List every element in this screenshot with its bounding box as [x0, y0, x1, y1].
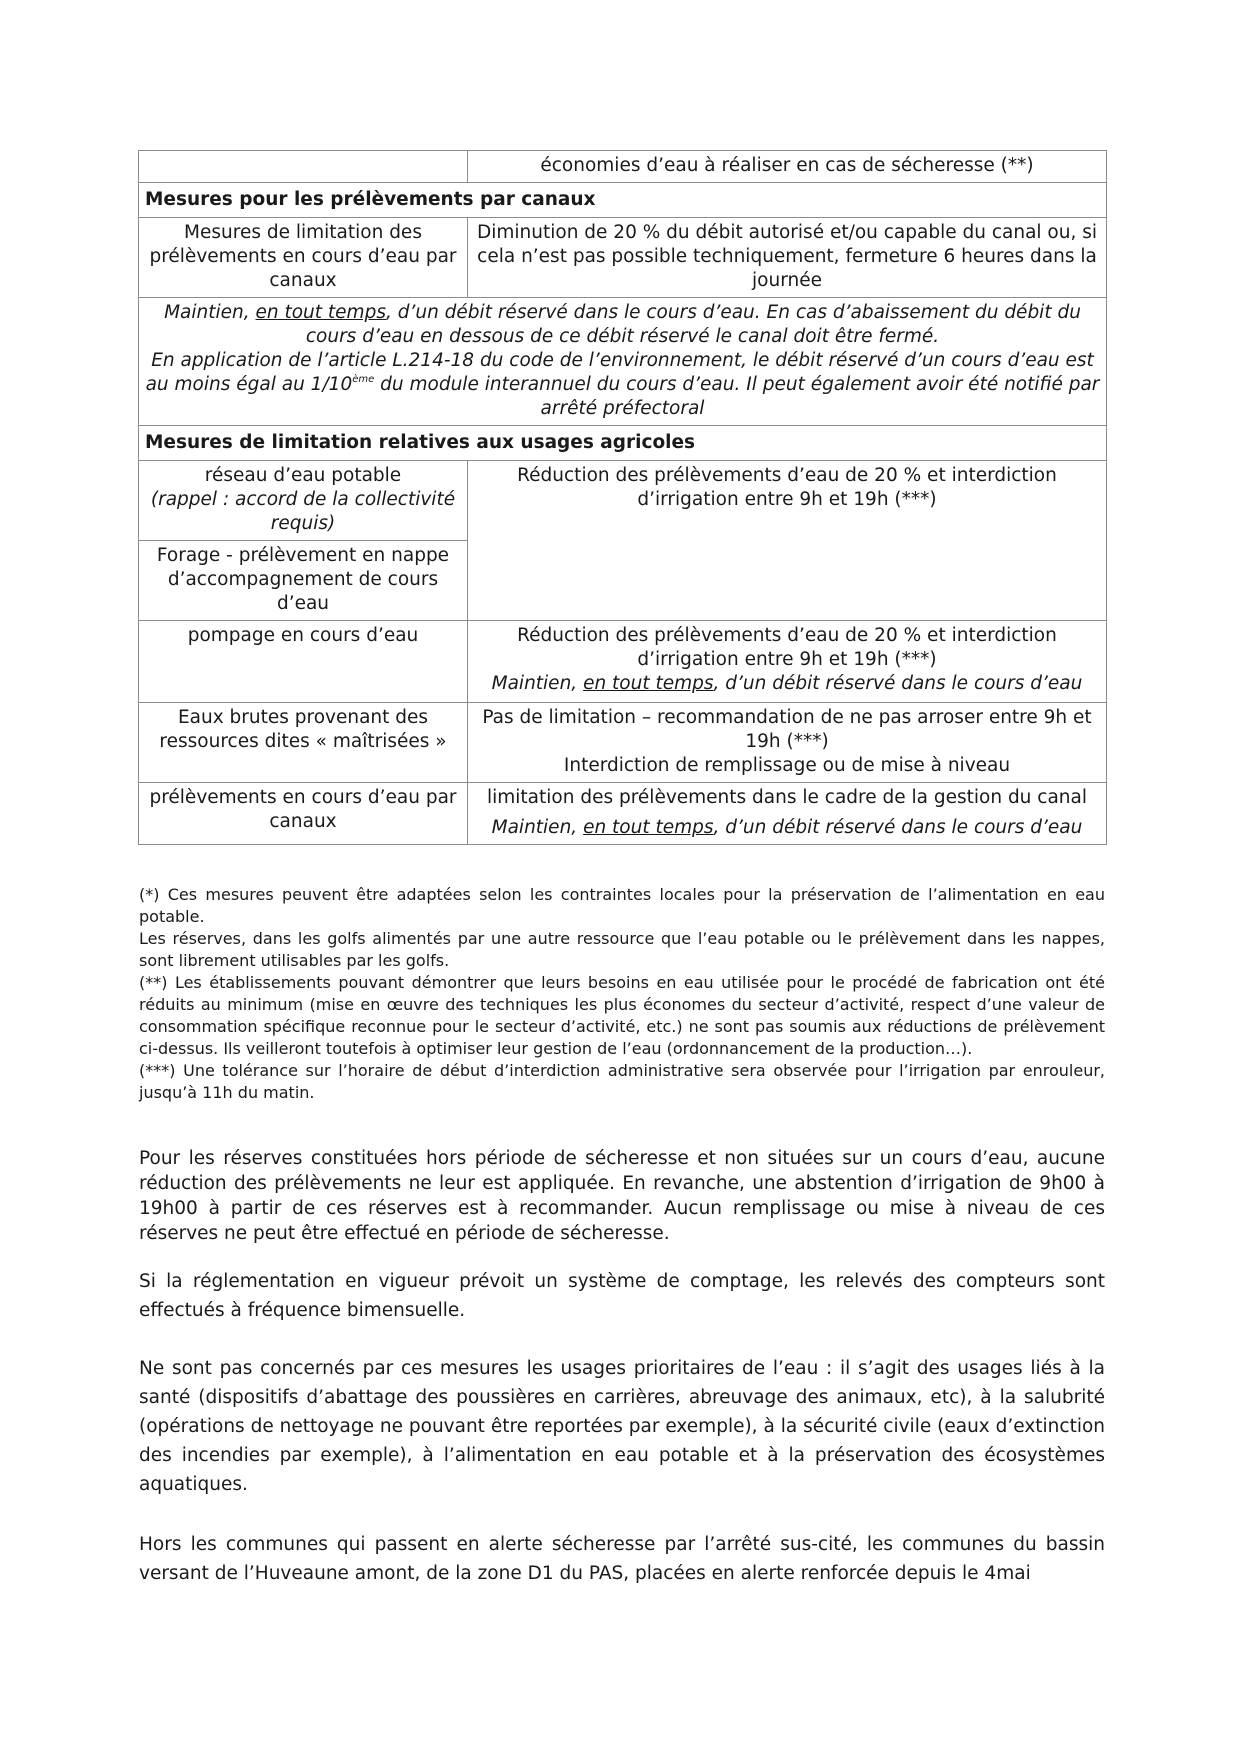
underlined-text: en tout temps	[255, 302, 386, 323]
maintien-text	[492, 673, 1083, 694]
pompage-text: Réduction des prélèvements d’eau de 20 % et interdiction d’irrigation entre 9h et 19h (***)	[517, 625, 1057, 670]
maintien-text	[492, 817, 1083, 838]
debit-reserve-note	[139, 298, 1107, 426]
table-row	[139, 218, 1107, 298]
table-row	[139, 426, 1107, 461]
table-cell: économies d’eau à réaliser en cas de sécheresse (**)	[468, 151, 1107, 183]
note-text: , d’un débit réservé dans le cours d’eau. En cas d’abaissement du débit du cours d’eau en dessous de ce débit réservé le canal doit être fermé.	[305, 302, 1081, 347]
table-cell: Eaux brutes provenant des ressources dites « maîtrisées »	[139, 703, 468, 783]
table-cell	[468, 621, 1107, 703]
table-row	[139, 703, 1107, 783]
table-cell: prélèvements en cours d’eau par canaux	[139, 783, 468, 845]
table-cell: Mesures de limitation des prélèvements en cours d’eau par canaux	[139, 218, 468, 298]
maintien-suffix: , d’un débit réservé dans le cours d’eau	[713, 817, 1083, 838]
paragraph: Ne sont pas concernés par ces mesures les usages prioritaires de l’eau : il s’agit des usages liés à la santé (dispositifs d’abattage des poussières en carrières, abreuvage des animaux, etc), à la salubrité (opérations de nettoyage ne pouvant être reportées par exemple), à la sécurité civile (eaux d’extinction des incendies par exemple), à l’alimentation en eau potable et à la préservation des écosystèmes aquatiques.	[139, 1358, 1105, 1495]
table-row	[139, 783, 1107, 845]
footnote: Les réserves, dans les golfs alimentés par une autre ressource que l’eau potable ou le prélèvement dans les nappes, sont librement utilisables par les golfs.	[139, 929, 1105, 970]
superscript: ème	[352, 374, 375, 385]
table-cell	[139, 151, 468, 183]
eaux-brutes-text: Interdiction de remplissage ou de mise à niveau	[563, 755, 1011, 776]
underlined-text: en tout temps	[583, 673, 714, 694]
table-row	[139, 183, 1107, 218]
table-cell: Réduction des prélèvements d’eau de 20 % et interdiction d’irrigation entre 9h et 19h (***)	[468, 461, 1107, 621]
footnote: (*) Ces mesures peuvent être adaptées selon les contraintes locales pour la préservation de l’alimentation en eau potable.	[139, 885, 1105, 926]
footnote: (**) Les établissements pouvant démontrer que leurs besoins en eau utilisée pour le procédé de fabrication ont été réduits au minimum (mise en œuvre des techniques les plus économes du secteur d’activité, respect d’une valeur de consommation spécifique reconnue pour le secteur d’activité, etc.) ne sont pas soumis aux réductions de prélèvement ci-dessus. Ils veilleront toutefois à optimiser leur gestion de l’eau (ordonnancement de la production…).	[139, 973, 1105, 1058]
maintien-prefix: Maintien,	[491, 673, 584, 694]
table-cell	[139, 461, 468, 541]
section-header-canaux: Mesures pour les prélèvements par canaux	[139, 183, 1107, 218]
table-cell: Forage - prélèvement en nappe d’accompagnement de cours d’eau	[139, 541, 468, 621]
table-row	[139, 621, 1107, 703]
table-cell	[468, 703, 1107, 783]
reseau-label: réseau d’eau potable	[204, 465, 402, 486]
note-text: du module interannuel du cours d’eau. Il peut également avoir été notifié par arrêté préfectoral	[374, 374, 1100, 419]
table-cell	[468, 783, 1107, 845]
paragraph: Si la réglementation en vigueur prévoit un système de comptage, les relevés des compteurs sont effectués à fréquence bimensuelle.	[139, 1271, 1105, 1321]
note-text: Maintien,	[164, 302, 256, 323]
table-row	[139, 151, 1107, 183]
table-row	[139, 298, 1107, 426]
table-cell: Diminution de 20 % du débit autorisé et/ou capable du canal ou, si cela n’est pas possible techniquement, fermeture 6 heures dans la journée	[468, 218, 1107, 298]
table-cell: pompage en cours d’eau	[139, 621, 468, 703]
section-header-agricoles: Mesures de limitation relatives aux usages agricoles	[139, 426, 1107, 461]
paragraph: Hors les communes qui passent en alerte sécheresse par l’arrêté sus-cité, les communes du bassin versant de l’Huveaune amont, de la zone D1 du PAS, placées en alerte renforcée depuis le 4mai	[139, 1534, 1105, 1584]
reseau-rappel: (rappel : accord de la collectivité requis)	[150, 489, 456, 534]
note-text: En application de l’article L.214-18 du code de l’environnement, le débit réservé d’un cours d’eau est au moins égal au 1/10	[145, 350, 1094, 395]
maintien-suffix: , d’un débit réservé dans le cours d’eau	[713, 673, 1083, 694]
footnotes	[139, 884, 1105, 1104]
canaux-text: limitation des prélèvements dans le cadre de la gestion du canal	[486, 787, 1087, 808]
table-row	[139, 461, 1107, 541]
paragraph: Pour les réserves constituées hors période de sécheresse et non situées sur un cours d’eau, aucune réduction des prélèvements ne leur est appliquée. En revanche, une abstention d’irrigation de 9h00 à 19h00 à partir de ces réserves est à recommander. Aucun remplissage ou mise à niveau de ces réserves ne peut être effectué en période de sécheresse.	[139, 1148, 1105, 1244]
underlined-text: en tout temps	[583, 817, 714, 838]
eaux-brutes-text: Pas de limitation – recommandation de ne pas arroser entre 9h et 19h (***)	[482, 707, 1092, 752]
footnote: (***) Une tolérance sur l’horaire de début d’interdiction administrative sera observée pour l’irrigation par enrouleur, jusqu’à 11h du matin.	[139, 1061, 1105, 1102]
maintien-prefix: Maintien,	[491, 817, 584, 838]
measures-table	[138, 150, 1107, 845]
